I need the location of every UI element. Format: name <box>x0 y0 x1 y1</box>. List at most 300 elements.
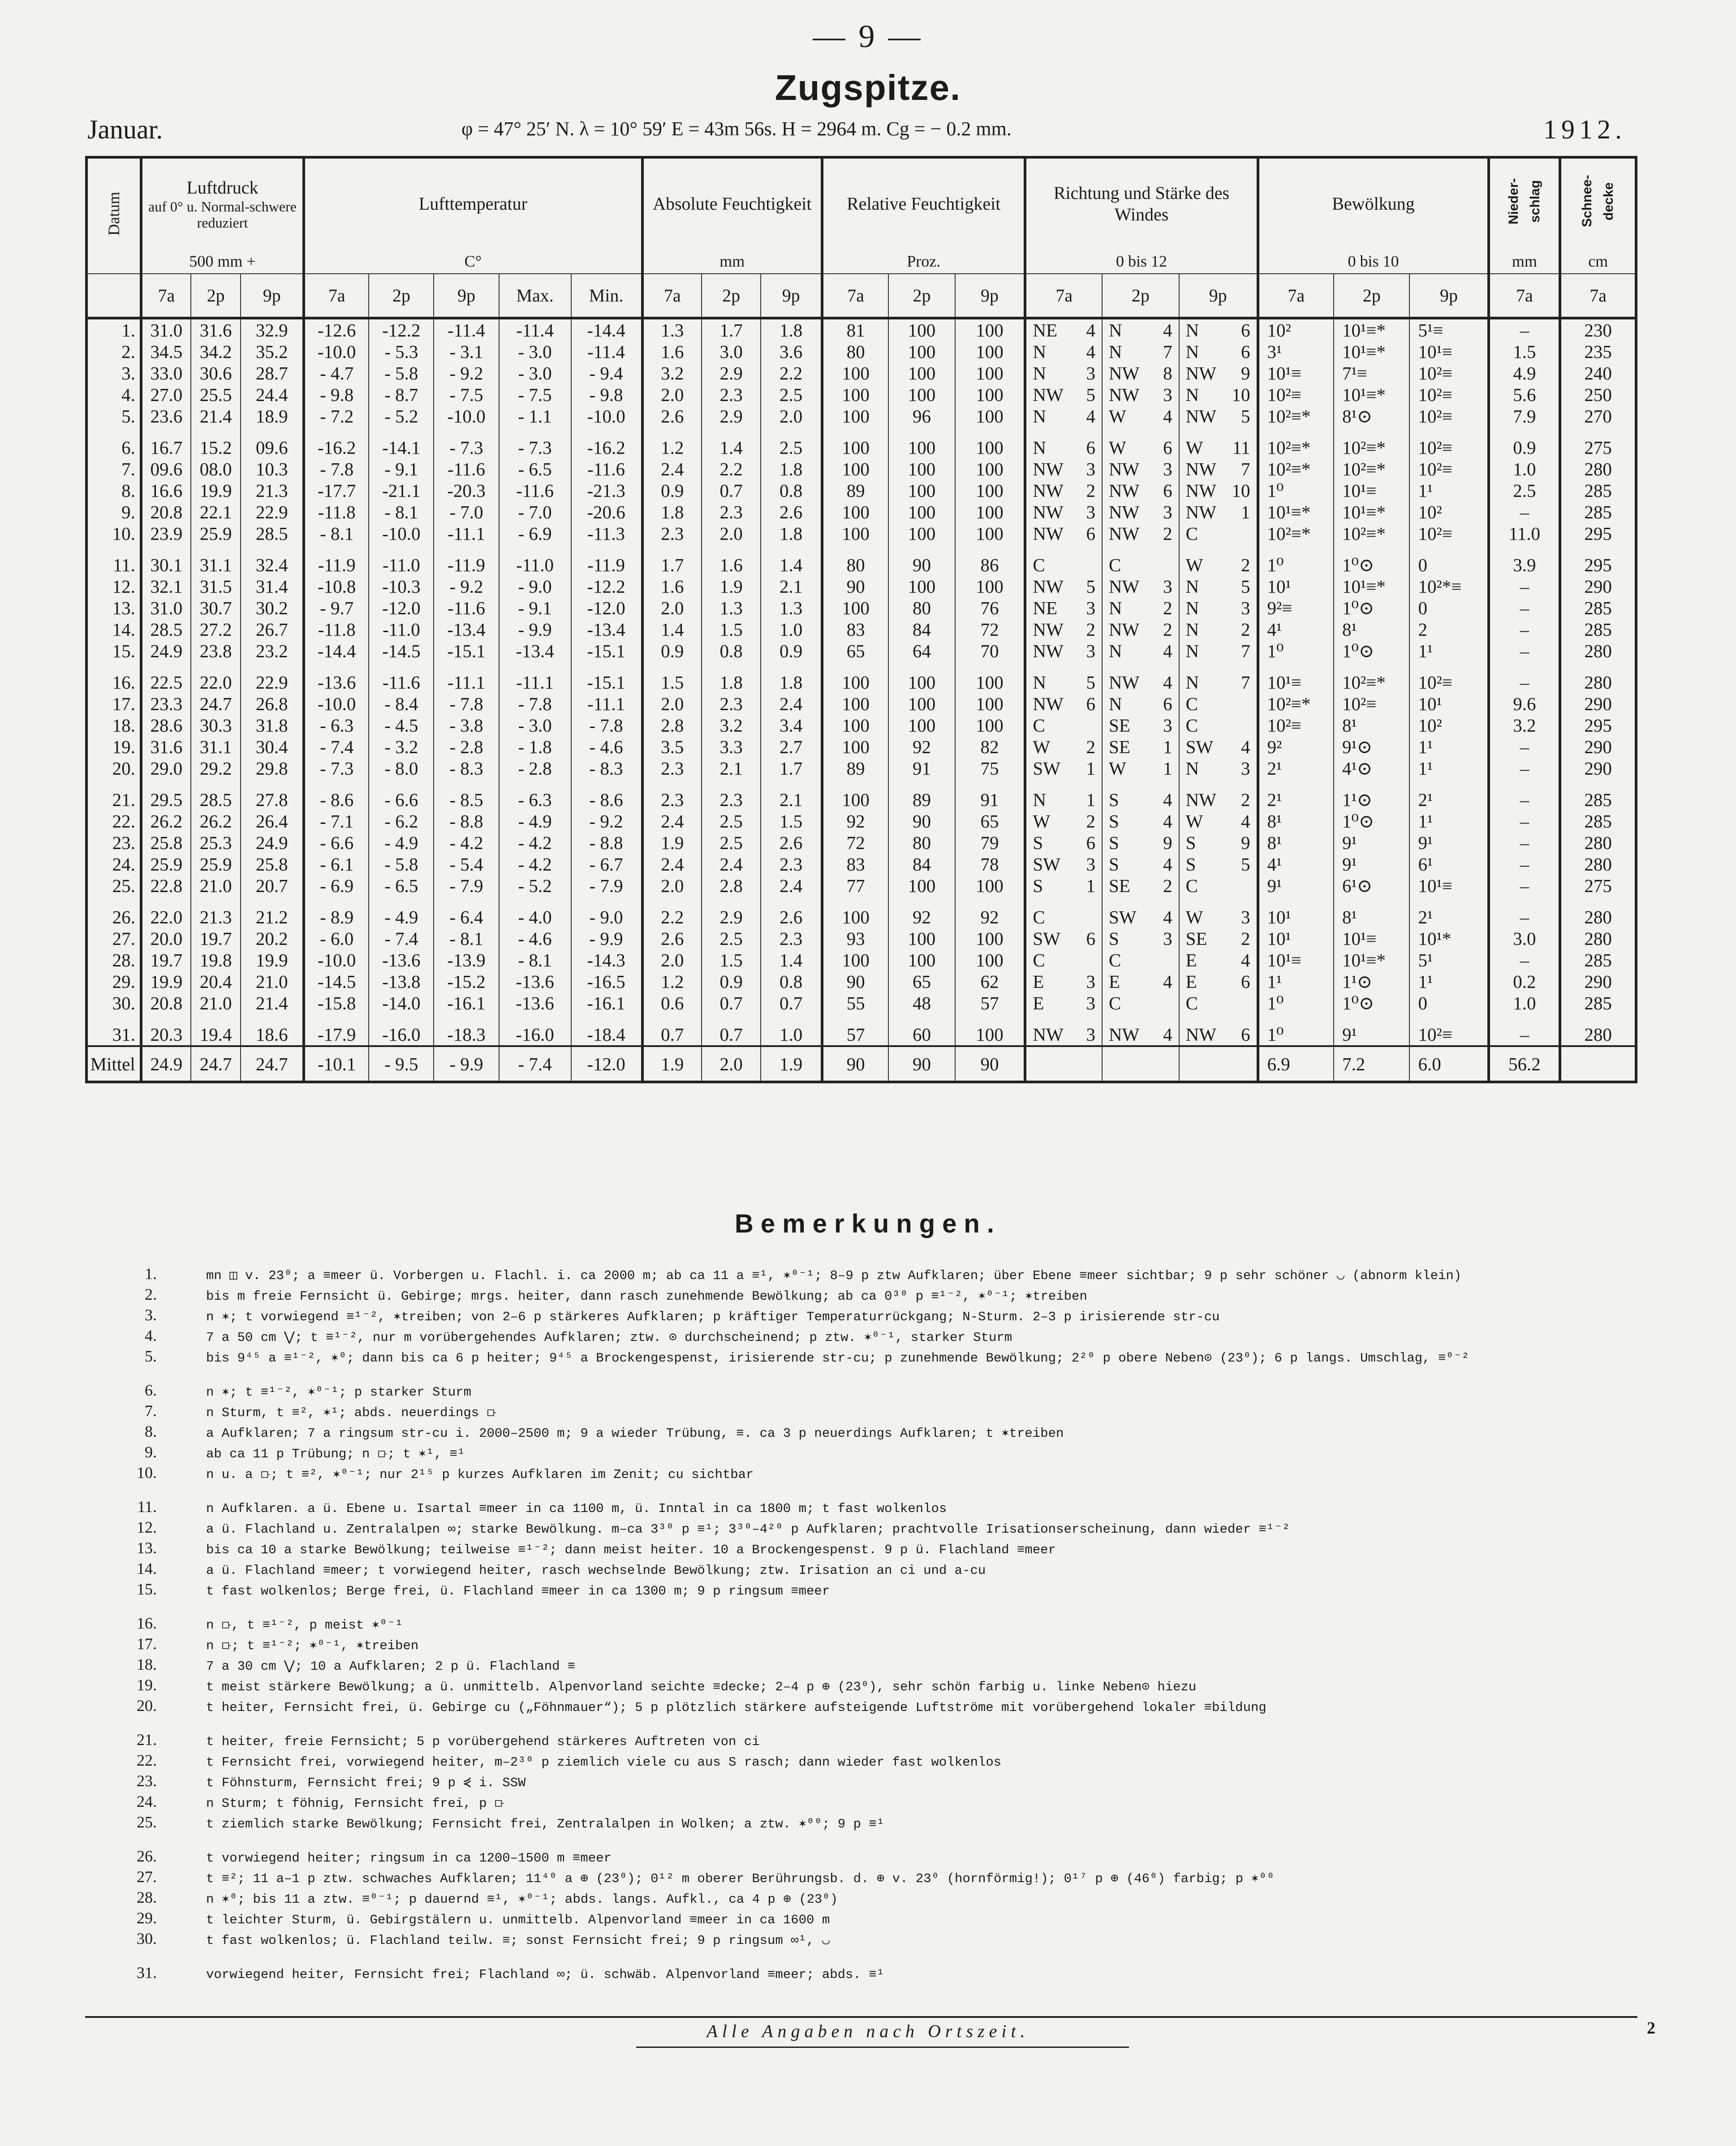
table-cell: 10¹≡ <box>1258 362 1334 384</box>
table-cell: 2.7 <box>761 736 822 758</box>
table-cell: 2.5 <box>1489 480 1560 501</box>
table-cell: 0.8 <box>702 640 761 662</box>
table-cell: -10.0 <box>304 693 369 715</box>
table-cell: 3.2 <box>702 715 761 736</box>
table-cell: 23.8 <box>191 640 241 662</box>
spacer-cell <box>141 544 191 554</box>
table-cell: 9¹ <box>1409 832 1489 853</box>
spacer-cell <box>822 779 888 789</box>
table-cell: 2.1 <box>761 789 822 810</box>
table-cell: - 6.9 <box>499 523 571 544</box>
remark-text: t fast wolkenlos; ü. Flachland teilw. ≡; sonst Fernsicht frei; 9 p ringsum ∞¹, ◡ <box>206 1933 830 1948</box>
date-cell: 16. <box>86 672 141 693</box>
table-cell: 96 <box>888 405 955 427</box>
remark-text: ab ca 11 p Trübung; n ⟥; t ✶¹, ≡¹ <box>206 1447 465 1461</box>
remark-line <box>90 1538 1640 1558</box>
spacer-cell <box>191 896 241 906</box>
table-cell: 33.0 <box>141 362 191 384</box>
table-cell: N 7 <box>1102 341 1179 362</box>
table-cell: 6¹ <box>1409 853 1489 875</box>
table-cell: -11.4 <box>499 318 571 341</box>
table-cell: - 6.0 <box>304 928 369 949</box>
spacer-cell <box>702 662 761 672</box>
remark-line <box>90 1517 1640 1538</box>
table-cell: SW 4 <box>1179 736 1258 758</box>
table-cell: N 5 <box>1025 672 1102 693</box>
table-row <box>86 362 1636 384</box>
table-cell: C <box>1102 554 1179 576</box>
table-cell: - 4.6 <box>571 736 642 758</box>
remark-line <box>90 1887 1640 1908</box>
table-cell: 2.6 <box>642 928 702 949</box>
table-cell: – <box>1489 853 1560 875</box>
table-cell: 3.5 <box>642 736 702 758</box>
table-cell: 2.9 <box>702 362 761 384</box>
wind-strength: 2 <box>1086 619 1096 640</box>
time-2p: 2p <box>369 274 434 318</box>
table-cell: S 4 <box>1102 853 1179 875</box>
table-cell: 21.0 <box>241 971 304 992</box>
table-cell: - 8.1 <box>369 501 434 523</box>
remark-day: 19. <box>137 1676 157 1694</box>
table-cell: 100 <box>888 480 955 501</box>
remark-day: 17. <box>137 1635 157 1653</box>
table-cell: 0.7 <box>702 1024 761 1046</box>
table-cell: 90 <box>822 971 888 992</box>
table-cell: 23.9 <box>141 523 191 544</box>
table-cell: 10¹≡ <box>1409 875 1489 896</box>
spacer-cell <box>86 662 141 672</box>
remark-text: t heiter, Fernsicht frei, ü. Gebirge cu („Föhnmauer“); 5 p plötzlich stärkere aufsteigende Luftströme mit vorübergehend lokaler ≡bildung <box>206 1700 1266 1715</box>
table-cell: 48 <box>888 992 955 1014</box>
table-cell: -13.4 <box>434 619 499 640</box>
remark-day: 12. <box>137 1518 157 1536</box>
col-niederschlag: Nieder-schlag <box>1489 157 1560 249</box>
table-cell: 10²≡ <box>1258 715 1334 736</box>
table-cell: 3.2 <box>1489 715 1560 736</box>
table-cell: - 6.7 <box>571 853 642 875</box>
spacer-cell <box>1409 544 1489 554</box>
table-cell: - 6.9 <box>304 875 369 896</box>
table-cell: 2.4 <box>642 810 702 832</box>
table-cell: 1¹⊙ <box>1334 789 1409 810</box>
table-cell: 100 <box>888 458 955 480</box>
table-cell: NW 2 <box>1102 619 1179 640</box>
table-cell: - 3.0 <box>499 341 571 362</box>
wind-strength: 4 <box>1086 320 1096 340</box>
table-cell: 9¹ <box>1258 875 1334 896</box>
table-cell: 100 <box>955 1024 1025 1046</box>
year-label: 1912. <box>1543 115 1626 144</box>
table-cell: 15.2 <box>191 437 241 458</box>
date-cell: 5. <box>86 405 141 427</box>
table-cell: 100 <box>822 384 888 405</box>
spacer-cell <box>191 544 241 554</box>
table-cell: 31.0 <box>141 597 191 619</box>
table-cell: 100 <box>888 672 955 693</box>
wind-strength: 2 <box>1241 619 1250 640</box>
date-cell: 18. <box>86 715 141 736</box>
wind-strength: 2 <box>1241 928 1250 949</box>
spacer-cell <box>241 896 304 906</box>
spacer-cell <box>434 662 499 672</box>
remark-day: 16. <box>137 1614 157 1632</box>
table-cell: 100 <box>955 523 1025 544</box>
wind-strength: 6 <box>1086 928 1096 949</box>
spacer-cell <box>369 1014 434 1024</box>
spacer-cell <box>1025 1014 1102 1024</box>
table-cell: 92 <box>822 810 888 832</box>
remark-text: n u. a ⟥; t ≡², ✶⁰⁻¹; nur 2¹⁵ p kurzes Aufklaren im Zenit; cu sichtbar <box>206 1467 754 1482</box>
spacer-cell <box>1334 1014 1409 1024</box>
table-cell: NE 3 <box>1025 597 1102 619</box>
table-cell: -14.1 <box>369 437 434 458</box>
remark-day: 30. <box>137 1930 157 1948</box>
wind-strength: 4 <box>1163 811 1172 832</box>
table-cell: -11.6 <box>369 672 434 693</box>
table-cell: 10¹≡* <box>1334 341 1409 362</box>
table-cell: 31.5 <box>191 576 241 597</box>
table-cell: 1.9 <box>642 832 702 853</box>
table-cell: 27.2 <box>191 619 241 640</box>
remark-text: t ziemlich starke Bewölkung; Fernsicht frei, Zentralalpen in Wolken; a ztw. ✶⁰⁰; 9 p ≡¹ <box>206 1817 885 1831</box>
table-cell: 2.0 <box>702 1046 761 1082</box>
table-row <box>86 501 1636 523</box>
table-cell: - 7.1 <box>304 810 369 832</box>
table-cell: W 2 <box>1179 554 1258 576</box>
wind-strength: 3 <box>1086 502 1096 522</box>
table-cell: 25.9 <box>191 853 241 875</box>
table-cell: -13.6 <box>499 971 571 992</box>
table-cell: – <box>1489 789 1560 810</box>
spacer-cell <box>571 662 642 672</box>
remark-line <box>90 1325 1640 1346</box>
table-cell: N 2 <box>1179 619 1258 640</box>
remark-line <box>90 1579 1640 1599</box>
table-cell: 3.9 <box>1489 554 1560 576</box>
remark-text: n Sturm; t föhnig, Fernsicht frei, p ⟥ <box>206 1796 504 1811</box>
table-cell: SW 3 <box>1025 853 1102 875</box>
wind-strength: 3 <box>1086 971 1096 992</box>
table-cell: 30.1 <box>141 554 191 576</box>
wind-strength: 5 <box>1241 576 1250 597</box>
table-cell: SE 1 <box>1102 736 1179 758</box>
remark-day: 11. <box>137 1498 157 1516</box>
table-cell: N 3 <box>1179 597 1258 619</box>
table-cell: 84 <box>888 619 955 640</box>
table-cell: -14.3 <box>571 949 642 971</box>
table-cell: – <box>1489 576 1560 597</box>
table-cell: -11.0 <box>369 554 434 576</box>
remarks-title: Bemerkungen. <box>735 1209 1001 1238</box>
col-absolute-feuchtigkeit: Absolute Feuchtigkeit <box>642 157 823 249</box>
spacer-cell <box>1560 427 1636 437</box>
spacer-cell <box>888 427 955 437</box>
spacer-cell <box>304 896 369 906</box>
table-cell: C <box>1179 523 1258 544</box>
table-cell: -11.6 <box>499 480 571 501</box>
table-cell: 31.1 <box>191 554 241 576</box>
table-cell: 7¹≡ <box>1334 362 1409 384</box>
table-cell: E 4 <box>1102 971 1179 992</box>
remark-day: 7. <box>145 1402 157 1420</box>
wind-strength: 6 <box>1086 523 1096 544</box>
spacer-cell <box>191 1014 241 1024</box>
wind-strength: 7 <box>1241 459 1250 479</box>
table-cell: 10²≡* <box>1258 523 1334 544</box>
spacer-cell <box>822 896 888 906</box>
spacer-cell <box>141 896 191 906</box>
wind-strength: 10 <box>1232 480 1250 501</box>
table-cell: - 8.7 <box>369 384 434 405</box>
table-cell: 285 <box>1560 949 1636 971</box>
time-9p: 9p <box>1179 274 1258 318</box>
table-cell: 2.0 <box>702 523 761 544</box>
remark-line <box>90 1928 1640 1949</box>
remark-text: vorwiegend heiter, Fernsicht frei; Flachland ∞; ü. schwäb. Alpenvorland ≡meer; abds. ≡¹ <box>206 1967 885 1982</box>
table-cell: 28.5 <box>141 619 191 640</box>
spacer-cell <box>1102 544 1179 554</box>
table-cell: N 7 <box>1179 672 1258 693</box>
table-cell: 80 <box>888 832 955 853</box>
table-cell: -10.0 <box>304 341 369 362</box>
table-cell: 76 <box>955 597 1025 619</box>
table-row <box>86 405 1636 427</box>
date-cell: 7. <box>86 458 141 480</box>
table-cell: N 2 <box>1102 597 1179 619</box>
table-cell: 10¹≡ <box>1334 928 1409 949</box>
table-cell: 32.1 <box>141 576 191 597</box>
time-9p: 9p <box>241 274 304 318</box>
table-cell: 30.6 <box>191 362 241 384</box>
table-cell: 32.9 <box>241 318 304 341</box>
spacer-cell <box>241 544 304 554</box>
table-cell: 19.7 <box>141 949 191 971</box>
table-cell: -18.3 <box>434 1024 499 1046</box>
table-cell: NW 6 <box>1025 693 1102 715</box>
wind-strength: 1 <box>1163 758 1172 779</box>
table-cell: - 9.8 <box>304 384 369 405</box>
spacer-cell <box>499 544 571 554</box>
remark-day: 2. <box>145 1285 157 1303</box>
table-cell: - 4.6 <box>499 928 571 949</box>
table-cell: 80 <box>822 554 888 576</box>
table-cell: 290 <box>1560 693 1636 715</box>
table-cell: -11.4 <box>571 341 642 362</box>
table-cell: 285 <box>1560 789 1636 810</box>
time-2p: 2p <box>1334 274 1409 318</box>
table-cell: 09.6 <box>141 458 191 480</box>
group-spacer <box>86 779 1636 789</box>
table-cell: 75 <box>955 758 1025 779</box>
date-cell: 17. <box>86 693 141 715</box>
table-cell: 3¹ <box>1258 341 1334 362</box>
remark-text: n Aufklaren. a ü. Ebene u. Isartal ≡meer in ca 1100 m, ü. Inntal in ca 1800 m; t fast wolkenlos <box>206 1501 947 1516</box>
table-cell: NW 3 <box>1025 501 1102 523</box>
table-cell: 22.9 <box>241 501 304 523</box>
table-cell: 0 <box>1409 597 1489 619</box>
table-cell: -12.0 <box>571 1046 642 1082</box>
table-cell: 100 <box>955 875 1025 896</box>
table-cell: -13.8 <box>369 971 434 992</box>
spacer-cell <box>822 1014 888 1024</box>
table-cell: – <box>1489 640 1560 662</box>
table-cell: W 2 <box>1025 736 1102 758</box>
date-cell: 3. <box>86 362 141 384</box>
table-cell: 16.6 <box>141 480 191 501</box>
table-cell: 2.3 <box>761 928 822 949</box>
table-cell: - 8.6 <box>571 789 642 810</box>
table-cell: 2.5 <box>702 928 761 949</box>
table-cell: -10.0 <box>571 405 642 427</box>
spacer-cell <box>1258 662 1334 672</box>
table-cell: - 7.5 <box>499 384 571 405</box>
table-cell: 4¹⊙ <box>1334 758 1409 779</box>
table-cell: 290 <box>1560 736 1636 758</box>
table-cell: – <box>1489 619 1560 640</box>
table-row <box>86 458 1636 480</box>
table-cell: 5¹≡ <box>1409 318 1489 341</box>
date-cell: 22. <box>86 810 141 832</box>
table-cell: 285 <box>1560 992 1636 1014</box>
table-cell: -11.9 <box>434 554 499 576</box>
table-cell: 0 <box>1409 992 1489 1014</box>
spacer-cell <box>369 544 434 554</box>
table-row <box>86 437 1636 458</box>
table-cell: 25.9 <box>191 523 241 544</box>
date-cell: Mittel <box>86 1046 141 1082</box>
table-cell: 285 <box>1560 597 1636 619</box>
table-cell: 78 <box>955 853 1025 875</box>
spacer-cell <box>434 1014 499 1024</box>
table-cell: S 9 <box>1179 832 1258 853</box>
table-cell: N 6 <box>1179 318 1258 341</box>
remark-line <box>90 1866 1640 1887</box>
remark-text: t heiter, freie Fernsicht; 5 p vorübergehend stärkeres Auftreten von ci <box>206 1734 760 1749</box>
remark-line <box>90 1305 1640 1325</box>
table-cell: -20.3 <box>434 480 499 501</box>
wind-strength: 3 <box>1086 993 1096 1013</box>
table-cell: 08.0 <box>191 458 241 480</box>
table-cell: 6.9 <box>1258 1046 1334 1082</box>
table-cell: NW 3 <box>1025 1024 1102 1046</box>
table-cell: - 9.2 <box>571 810 642 832</box>
table-cell: NW 1 <box>1179 501 1258 523</box>
table-cell: – <box>1489 810 1560 832</box>
date-cell: 2. <box>86 341 141 362</box>
table-cell: 2.3 <box>702 501 761 523</box>
table-cell: 81 <box>822 318 888 341</box>
table-cell: 29.0 <box>141 758 191 779</box>
table-cell: – <box>1489 949 1560 971</box>
table-cell: 2.3 <box>702 384 761 405</box>
table-cell: 100 <box>955 576 1025 597</box>
spacer-cell <box>1560 544 1636 554</box>
table-cell: C <box>1179 693 1258 715</box>
table-cell: 2.4 <box>761 693 822 715</box>
table-cell: 31.0 <box>141 318 191 341</box>
table-cell: -11.4 <box>434 318 499 341</box>
table-cell: 90 <box>888 1046 955 1082</box>
table-cell: 6¹⊙ <box>1334 875 1409 896</box>
table-cell: 3.2 <box>642 362 702 384</box>
spacer-cell <box>1179 779 1258 789</box>
spacer-cell <box>642 427 702 437</box>
spacer-cell <box>1334 427 1409 437</box>
table-cell: -10.1 <box>304 1046 369 1082</box>
col-luftdruck: Luftdruck auf 0° u. Normal-schwere reduziert <box>141 157 304 249</box>
spacer-cell <box>1560 1014 1636 1024</box>
table-cell: 25.3 <box>191 832 241 853</box>
table-cell: 26.2 <box>141 810 191 832</box>
table-cell: - 9.9 <box>434 1046 499 1082</box>
table-cell: 10²≡* <box>1258 405 1334 427</box>
table-cell: 24.7 <box>241 1046 304 1082</box>
table-cell: 19.7 <box>191 928 241 949</box>
remark-line <box>90 1633 1640 1654</box>
table-cell: 20.7 <box>241 875 304 896</box>
table-cell: 0.8 <box>761 480 822 501</box>
group-spacer <box>86 662 1636 672</box>
table-cell: -15.1 <box>571 640 642 662</box>
spacer-cell <box>1489 544 1560 554</box>
table-cell: - 8.0 <box>369 758 434 779</box>
table-cell: - 8.8 <box>434 810 499 832</box>
wind-strength: 2 <box>1163 619 1172 640</box>
table-cell: 25.8 <box>141 832 191 853</box>
spacer-cell <box>499 662 571 672</box>
remark-line <box>90 1812 1640 1832</box>
table-cell: 1.6 <box>642 341 702 362</box>
wind-strength: 1 <box>1241 502 1250 522</box>
table-cell: 3.0 <box>702 341 761 362</box>
table-cell: 100 <box>888 523 955 544</box>
table-cell: - 6.5 <box>369 875 434 896</box>
col-bewoelkung: Bewölkung <box>1258 157 1489 249</box>
table-cell: - 9.2 <box>434 362 499 384</box>
table-cell: - 6.5 <box>499 458 571 480</box>
spacer-cell <box>1489 896 1560 906</box>
table-cell: E 3 <box>1025 992 1102 1014</box>
footer-rule <box>85 2016 1637 2018</box>
table-cell: 30.7 <box>191 597 241 619</box>
table-cell: 30.4 <box>241 736 304 758</box>
table-cell: -16.2 <box>304 437 369 458</box>
unit-temperatur: C° <box>304 249 642 274</box>
spacer-cell <box>761 427 822 437</box>
table-cell: E 6 <box>1179 971 1258 992</box>
table-cell: 86 <box>955 554 1025 576</box>
table-cell: 23.2 <box>241 640 304 662</box>
wind-strength: 9 <box>1241 832 1250 853</box>
col-schneedecke: Schnee-decke <box>1560 157 1636 249</box>
table-cell: 0.6 <box>642 992 702 1014</box>
table-cell: 2.5 <box>761 384 822 405</box>
wind-strength: 3 <box>1086 598 1096 618</box>
spacer-cell <box>304 427 369 437</box>
wind-strength: 5 <box>1241 854 1250 875</box>
spacer-cell <box>241 662 304 672</box>
table-cell: - 6.1 <box>304 853 369 875</box>
table-cell: 10²≡ <box>1409 672 1489 693</box>
table-cell: 84 <box>888 853 955 875</box>
spacer-cell <box>702 1014 761 1024</box>
spacer-cell <box>571 896 642 906</box>
wind-strength: 2 <box>1163 598 1172 618</box>
table-row <box>86 906 1636 928</box>
table-cell: 26.8 <box>241 693 304 715</box>
table-cell: 26.7 <box>241 619 304 640</box>
